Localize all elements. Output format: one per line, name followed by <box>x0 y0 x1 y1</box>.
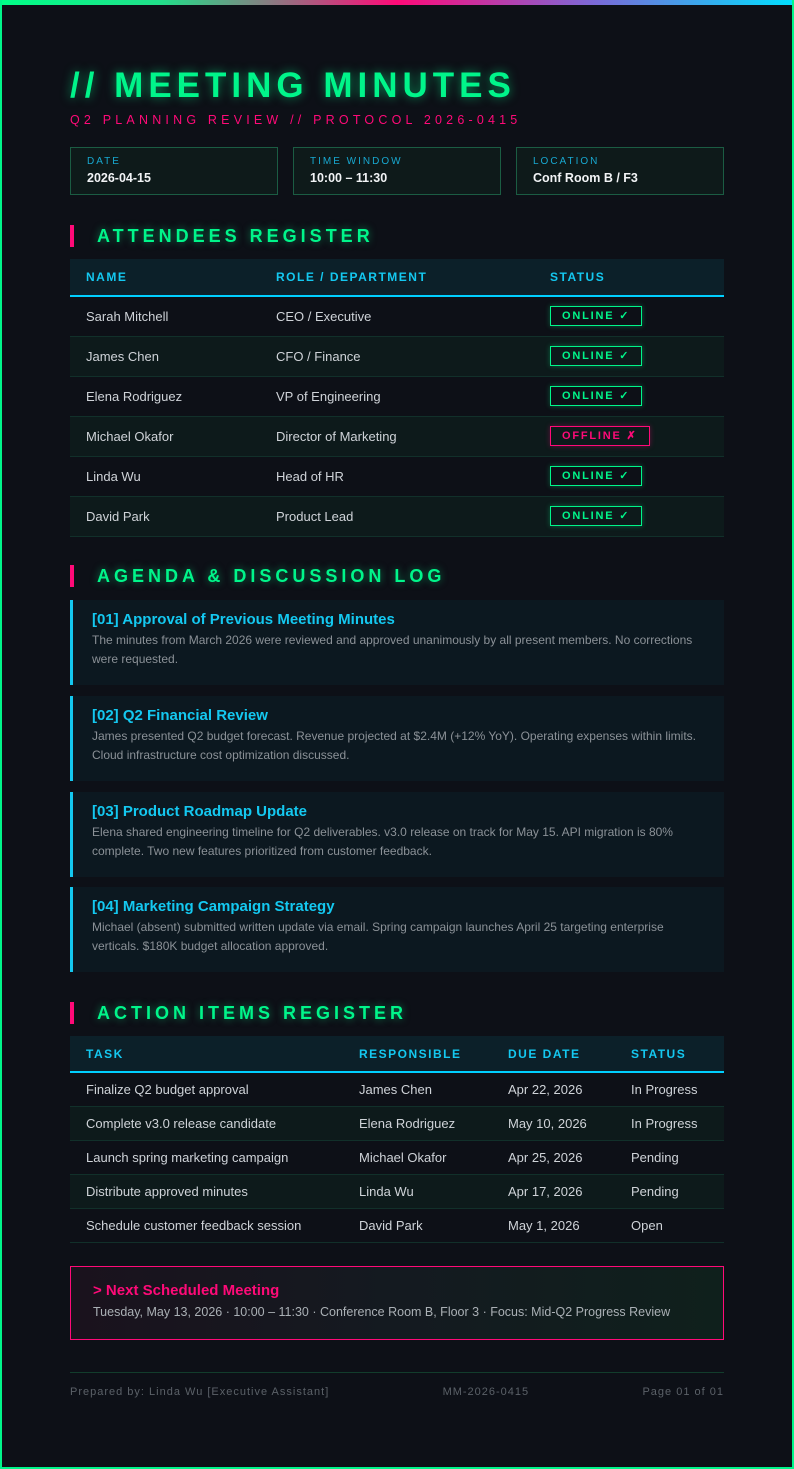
status-cell: Pending <box>615 1140 724 1174</box>
due-date-cell: Apr 25, 2026 <box>492 1140 615 1174</box>
column-header-due-date: DUE DATE <box>492 1036 615 1072</box>
meta-label: LOCATION <box>533 156 600 167</box>
status-cell <box>534 296 724 336</box>
meta-row <box>70 147 724 195</box>
agenda-item <box>70 887 724 972</box>
due-date-cell: Apr 22, 2026 <box>492 1072 615 1106</box>
footer <box>70 1386 724 1398</box>
agenda-item <box>70 696 724 781</box>
attendee-name: Elena Rodriguez <box>70 376 260 416</box>
due-date-cell: Apr 17, 2026 <box>492 1174 615 1208</box>
meta-time-window <box>293 147 501 195</box>
table-row <box>70 416 724 456</box>
footer-doc-id: MM-2026-0415 <box>442 1386 530 1398</box>
agenda-item <box>70 600 724 685</box>
table-header-row <box>70 259 724 296</box>
next-meeting-title: > Next Scheduled Meeting <box>93 1282 280 1299</box>
status-cell <box>534 416 724 456</box>
status-badge-online: ONLINE ✓ <box>550 386 642 406</box>
attendee-name: David Park <box>70 496 260 536</box>
status-badge-online: ONLINE ✓ <box>550 346 642 366</box>
attendee-name: Sarah Mitchell <box>70 296 260 336</box>
meta-location <box>516 147 724 195</box>
status-cell <box>534 376 724 416</box>
table-row <box>70 376 724 416</box>
section-heading-action-items: ACTION ITEMS REGISTER <box>70 1002 407 1024</box>
status-cell <box>534 496 724 536</box>
footer-divider <box>70 1372 724 1373</box>
agenda-item-title: [03] Product Roadmap Update <box>92 803 308 820</box>
status-cell: In Progress <box>615 1072 724 1106</box>
table-row <box>70 1208 724 1242</box>
footer-prepared-by: Prepared by: Linda Wu [Executive Assistant] <box>70 1386 330 1398</box>
attendee-role: VP of Engineering <box>260 376 534 416</box>
table-row <box>70 1140 724 1174</box>
attendee-role: CEO / Executive <box>260 296 534 336</box>
attendees-table <box>70 259 724 537</box>
task-cell: Distribute approved minutes <box>70 1174 343 1208</box>
footer-page-number: Page 01 of 01 <box>642 1386 724 1398</box>
status-cell <box>534 336 724 376</box>
agenda-item-body: James presented Q2 budget forecast. Revenue projected at $2.4M (+12% YoY). Operating expenses within limits. Cloud infrastructure cost optimization discussed. <box>92 729 697 762</box>
status-cell: Pending <box>615 1174 724 1208</box>
responsible-cell: David Park <box>343 1208 492 1242</box>
table-row <box>70 456 724 496</box>
task-cell: Finalize Q2 budget approval <box>70 1072 343 1106</box>
column-header-responsible: RESPONSIBLE <box>343 1036 492 1072</box>
page-subtitle: Q2 PLANNING REVIEW // PROTOCOL 2026-0415 <box>70 113 522 127</box>
agenda-item-body: Elena shared engineering timeline for Q2 deliverables. v3.0 release on track for May 15. API migration is 80% complete. Two new features prioritized from customer feedback. <box>92 825 673 858</box>
task-cell: Complete v3.0 release candidate <box>70 1106 343 1140</box>
attendee-name: James Chen <box>70 336 260 376</box>
attendee-role: Director of Marketing <box>260 416 534 456</box>
table-row <box>70 336 724 376</box>
status-badge-online: ONLINE ✓ <box>550 506 642 526</box>
status-cell: In Progress <box>615 1106 724 1140</box>
status-badge-offline: OFFLINE ✗ <box>550 426 650 446</box>
next-meeting-details: Tuesday, May 13, 2026 · 10:00 – 11:30 · Conference Room B, Floor 3 · Focus: Mid-Q2 Progress Review <box>93 1305 671 1319</box>
status-badge-online: ONLINE ✓ <box>550 306 642 326</box>
meta-date <box>70 147 278 195</box>
due-date-cell: May 10, 2026 <box>492 1106 615 1140</box>
responsible-cell: Elena Rodriguez <box>343 1106 492 1140</box>
table-header-row <box>70 1036 724 1072</box>
agenda-item-body: Michael (absent) submitted written update via email. Spring campaign launches April 25 targeting enterprise verticals. $180K budget allocation approved. <box>92 920 664 953</box>
status-badge-online: ONLINE ✓ <box>550 466 642 486</box>
attendee-role: Head of HR <box>260 456 534 496</box>
responsible-cell: James Chen <box>343 1072 492 1106</box>
column-header-status: STATUS <box>615 1036 724 1072</box>
due-date-cell: May 1, 2026 <box>492 1208 615 1242</box>
action-items-table <box>70 1036 724 1243</box>
column-header-name: NAME <box>70 259 260 296</box>
column-header-task: TASK <box>70 1036 343 1072</box>
column-header-role: ROLE / DEPARTMENT <box>260 259 534 296</box>
table-row <box>70 1106 724 1140</box>
meta-value: 2026-04-15 <box>87 171 151 185</box>
task-cell: Schedule customer feedback session <box>70 1208 343 1242</box>
responsible-cell: Linda Wu <box>343 1174 492 1208</box>
table-row <box>70 296 724 336</box>
attendee-name: Linda Wu <box>70 456 260 496</box>
agenda-item-body: The minutes from March 2026 were reviewed and approved unanimously by all present members. No corrections were requested. <box>92 633 693 666</box>
responsible-cell: Michael Okafor <box>343 1140 492 1174</box>
section-heading-agenda: AGENDA & DISCUSSION LOG <box>70 565 445 587</box>
agenda-item-title: [02] Q2 Financial Review <box>92 707 268 724</box>
table-row <box>70 1174 724 1208</box>
meta-label: DATE <box>87 156 121 167</box>
meta-label: TIME WINDOW <box>310 156 403 167</box>
attendee-role: CFO / Finance <box>260 336 534 376</box>
section-heading-attendees: ATTENDEES REGISTER <box>70 225 374 247</box>
meta-value: 10:00 – 11:30 <box>310 171 388 185</box>
task-cell: Launch spring marketing campaign <box>70 1140 343 1174</box>
page-title: // MEETING MINUTES <box>70 66 516 105</box>
agenda-item-title: [04] Marketing Campaign Strategy <box>92 898 335 915</box>
attendee-name: Michael Okafor <box>70 416 260 456</box>
next-meeting-callout <box>70 1266 724 1340</box>
status-cell <box>534 456 724 496</box>
column-header-status: STATUS <box>534 259 724 296</box>
agenda-item-title: [01] Approval of Previous Meeting Minutes <box>92 611 395 628</box>
meta-value: Conf Room B / F3 <box>533 171 638 185</box>
agenda-item <box>70 792 724 877</box>
table-row <box>70 1072 724 1106</box>
status-cell: Open <box>615 1208 724 1242</box>
table-row <box>70 496 724 536</box>
attendee-role: Product Lead <box>260 496 534 536</box>
